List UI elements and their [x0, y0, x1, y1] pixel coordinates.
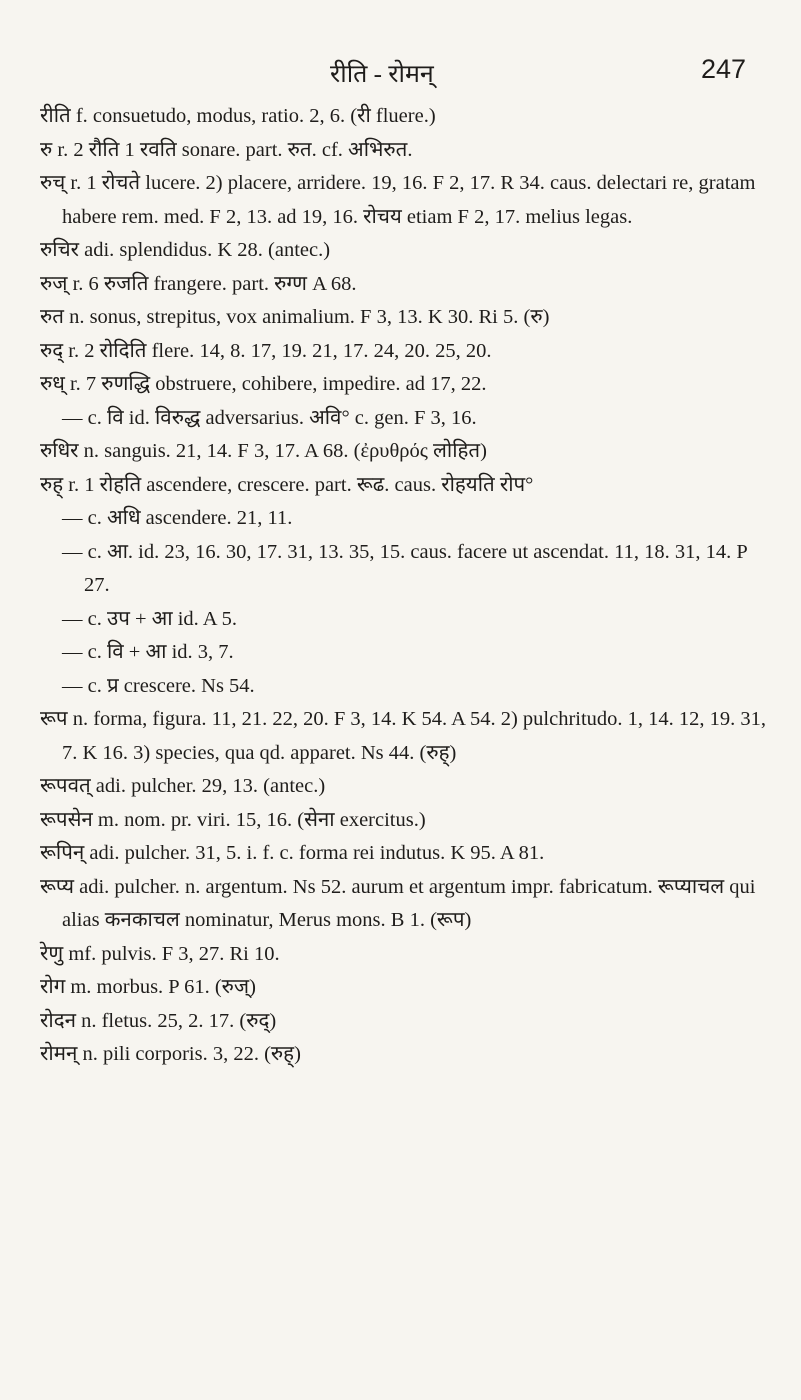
entry-rupavat: रूपवत् adi. pulcher. 29, 13. (antec.): [40, 775, 326, 797]
entry-ruh-a: — c. आ. id. 23, 16. 30, 17. 31, 13. 35, 15. caus. facere ut ascendat. 11, 18. 31, 14. P 27.: [62, 540, 747, 596]
entry-ruh-adhi: — c. अधि ascendere. 21, 11.: [62, 507, 293, 529]
entry-roga: रोग m. morbus. P 61. (रुज्): [40, 976, 256, 998]
page-number: 247: [700, 54, 746, 84]
entry-riti: रीति f. consuetudo, modus, ratio. 2, 6. (री fluere.): [40, 105, 436, 127]
entry-rupasena: रूपसेन m. nom. pr. viri. 15, 16. (सेना exercitus.): [40, 808, 426, 831]
entry-rudh: रुध् r. 7 रुणद्धि obstruere, cohibere, impedire. ad 17, 22.: [40, 373, 487, 395]
entry-rodana: रोदन n. fletus. 25, 2. 17. (रुद्): [40, 1009, 277, 1032]
entry-ruc: रुच् r. 1 रोचते lucere. 2) placere, arridere. 19, 16. F 2, 17. R 34. caus. delectari re, gratam habere rem. med. F 2, 13. ad 19, 16. रोचय etiam F 2, 17. melius legas.: [40, 172, 756, 228]
page-header: [0, 52, 801, 92]
entry-renu: रेणु mf. pulvis. F 3, 27. Ri 10.: [40, 942, 280, 965]
dictionary-body: [40, 100, 775, 1072]
entry-ruh: रुह् r. 1 रोहति ascendere, crescere. part. रूढ. caus. रोहयति रोप°: [40, 473, 534, 496]
entry-ruh-upa-a: — c. उप + आ id. A 5.: [62, 607, 237, 630]
entry-ru: रु r. 2 रौति 1 रवति sonare. part. रुत. cf. अभिरुत.: [40, 138, 413, 161]
running-head: रीति - रोमन्: [330, 61, 434, 88]
entry-rudhira: रुधिर n. sanguis. 21, 14. F 3, 17. A 68. (ἐρυθρός लोहित): [40, 440, 487, 462]
entry-rupa: रूप n. forma, figura. 11, 21. 22, 20. F 3, 14. K 54. A 54. 2) pulchritudo. 1, 14. 12, 19. 31, 7. K 16. 3) species, qua qd. apparet. Ns 44. (रुह्): [40, 708, 767, 764]
entry-ruh-pra: — c. प्र crescere. Ns 54.: [62, 674, 255, 697]
entry-ruj: रुज् r. 6 रुजति frangere. part. रुग्ण A 68.: [40, 272, 357, 295]
entry-ruh-vi-a: — c. वि + आ id. 3, 7.: [62, 641, 234, 663]
entry-ruta: रुत n. sonus, strepitus, vox animalium. F 3, 13. K 30. Ri 5. (रु): [40, 306, 550, 328]
entry-rucira: रुचिर adi. splendidus. K 28. (antec.): [40, 239, 331, 261]
entry-rupya: रूप्य adi. pulcher. n. argentum. Ns 52. aurum et argentum impr. fabricatum. रूप्याचल qui alias कनकाचल nominatur, Merus mons. B 1. (रूप): [40, 875, 756, 931]
entry-rudh-vi: — c. वि id. विरुद्ध adversarius. अवि° c. gen. F 3, 16.: [62, 406, 477, 429]
entry-rud: रुद् r. 2 रोदिति flere. 14, 8. 17, 19. 21, 17. 24, 20. 25, 20.: [40, 339, 492, 362]
entry-rupin: रूपिन् adi. pulcher. 31, 5. i. f. c. forma rei indutus. K 95. A 81.: [40, 842, 545, 864]
entry-roman: रोमन् n. pili corporis. 3, 22. (रुह्): [40, 1043, 301, 1065]
